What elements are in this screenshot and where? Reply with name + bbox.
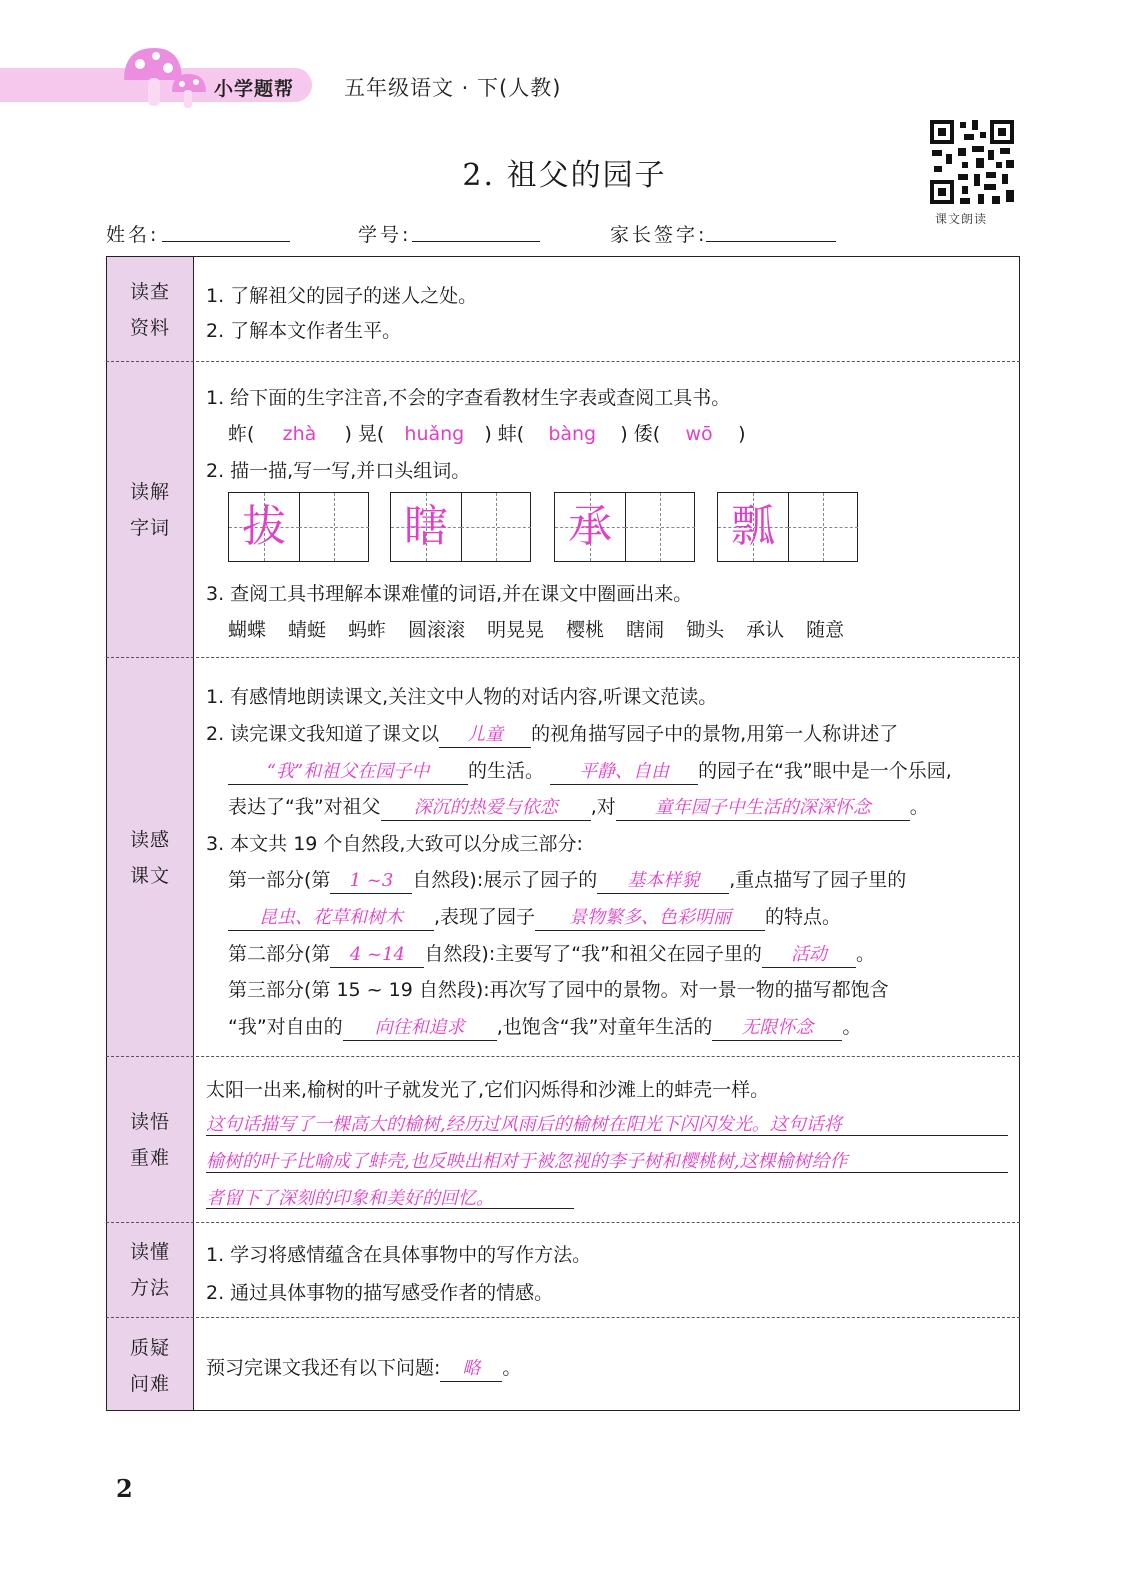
section-label-reading: 读感 课文 bbox=[129, 829, 170, 887]
answer-blank[interactable]: 基本样貌 bbox=[597, 869, 729, 894]
word-item: 锄头 bbox=[686, 619, 725, 641]
research-item: 2. 了解本文作者生平。 bbox=[206, 320, 402, 342]
word-item: 明晃晃 bbox=[487, 619, 545, 641]
lesson-title: 2. 祖父的园子 bbox=[462, 158, 667, 193]
qr-code-icon[interactable] bbox=[928, 118, 1016, 206]
word-item: 蝴蝶 bbox=[228, 619, 267, 641]
pinyin-instruction: 1. 给下面的生字注音,不会的字查看教材生字表或查阅工具书。 bbox=[206, 387, 731, 409]
row-divider bbox=[106, 1222, 1020, 1223]
trace-instruction: 2. 描一描,写一写,并口头组词。 bbox=[206, 460, 471, 482]
pinyin-answer[interactable]: wō bbox=[685, 423, 713, 445]
pinyin-answer[interactable]: huǎng bbox=[404, 423, 465, 445]
handwritten-answer[interactable]: 这句话描写了一棵高大的榆树,经历过风雨后的榆树在阳光下闪闪发光。这句话将 bbox=[206, 1114, 842, 1135]
reading-item: 昆虫、花草和树木 ,表现了园子 景物繁多、色彩明丽 的特点。 bbox=[228, 902, 841, 931]
row-divider bbox=[106, 1317, 1020, 1318]
parent-signature-field[interactable] bbox=[706, 241, 836, 242]
qr-caption: 课文朗读 bbox=[935, 212, 988, 226]
reading-item: 第一部分(第 1 ~3 自然段):展示了园子的 基本样貌 ,重点描写了园子里的 bbox=[228, 865, 906, 894]
writing-grid[interactable] bbox=[228, 492, 369, 562]
trace-char: 瓢 bbox=[731, 501, 775, 552]
trace-char: 承 bbox=[568, 501, 612, 552]
parent-signature-label: 家长签字: bbox=[610, 224, 708, 246]
reading-item: 表达了“我”对祖父 深沉的热爱与依恋 ,对 童年园子中生活的深深怀念 。 bbox=[228, 792, 929, 821]
name-field[interactable] bbox=[162, 241, 290, 242]
reading-item: 3. 本文共 19 个自然段,大致可以分成三部分: bbox=[206, 833, 583, 855]
answer-blank[interactable]: 景物繁多、色彩明丽 bbox=[535, 906, 765, 931]
answer-blank[interactable]: 儿童 bbox=[439, 723, 531, 748]
method-item: 1. 学习将感情蕴含在具体事物中的写作方法。 bbox=[206, 1244, 592, 1266]
word-item: 随意 bbox=[806, 619, 845, 641]
row-divider bbox=[106, 1056, 1020, 1057]
student-id-field[interactable] bbox=[412, 241, 540, 242]
words-instruction: 3. 查阅工具书理解本课难懂的词语,并在课文中圈画出来。 bbox=[206, 583, 693, 605]
key-sentence: 太阳一出来,榆树的叶子就发光了,它们闪烁得和沙滩上的蚌壳一样。 bbox=[206, 1079, 770, 1101]
row-divider bbox=[106, 657, 1020, 658]
writing-grid[interactable] bbox=[717, 492, 858, 562]
answer-blank[interactable]: 4 ~14 bbox=[330, 943, 424, 968]
trace-char: 拔 bbox=[242, 501, 286, 552]
pinyin-row: 蚱( zhà ) 晃( huǎng ) 蚌( bàng ) 倭( wō ) bbox=[228, 423, 746, 445]
method-item: 2. 通过具体事物的描写感受作者的情感。 bbox=[206, 1282, 554, 1304]
reading-item: 第三部分(第 15 ~ 19 自然段):再次写了园中的景物。对一景一物的描写都饱含 bbox=[228, 979, 889, 1001]
answer-line bbox=[206, 1208, 574, 1209]
answer-line bbox=[206, 1135, 1008, 1136]
handwritten-answer[interactable]: 榆树的叶子比喻成了蚌壳,也反映出相对于被忽视的李子树和樱桃树,这棵榆树给作 bbox=[206, 1151, 848, 1172]
reading-item: 1. 有感情地朗读课文,关注文中人物的对话内容,听课文范读。 bbox=[206, 686, 718, 708]
research-item: 1. 了解祖父的园子的迷人之处。 bbox=[206, 285, 478, 307]
book-title: 五年级语文 · 下(人教) bbox=[344, 76, 562, 100]
answer-blank[interactable]: 向往和追求 bbox=[343, 1016, 497, 1041]
answer-blank[interactable]: 昆虫、花草和树木 bbox=[228, 906, 434, 931]
answer-blank[interactable]: 童年园子中生活的深深怀念 bbox=[616, 796, 910, 821]
word-item: 圆滚滚 bbox=[408, 619, 466, 641]
name-label: 姓名: bbox=[106, 224, 160, 246]
reading-item: “我”对自由的 向往和追求 ,也饱含“我”对童年生活的 无限怀念 。 bbox=[228, 1012, 861, 1041]
student-id-label: 学号: bbox=[358, 224, 412, 246]
answer-blank[interactable]: 平静、自由 bbox=[550, 760, 698, 785]
section-label-questions: 质疑 问难 bbox=[129, 1337, 170, 1395]
trace-char: 瞎 bbox=[404, 501, 448, 552]
writing-grid[interactable] bbox=[390, 492, 531, 562]
word-item: 承认 bbox=[746, 619, 785, 641]
section-label-methods: 读懂 方法 bbox=[129, 1241, 170, 1299]
section-label-vocabulary: 读解 字词 bbox=[129, 481, 170, 539]
page-number: 2 bbox=[116, 1474, 133, 1503]
word-list bbox=[228, 615, 866, 642]
word-item: 瞎闹 bbox=[626, 619, 665, 641]
word-item: 蚂蚱 bbox=[348, 619, 387, 641]
answer-blank[interactable]: 略 bbox=[440, 1357, 502, 1382]
answer-blank[interactable]: 无限怀念 bbox=[712, 1016, 842, 1041]
answer-blank[interactable]: “我”和祖父在园子中 bbox=[228, 760, 468, 785]
word-item: 樱桃 bbox=[566, 619, 605, 641]
row-divider bbox=[106, 361, 1020, 362]
reading-item: 第二部分(第 4 ~14 自然段):主要写了“我”和祖父在园子里的 活动 。 bbox=[228, 939, 875, 968]
brand-label: 小学题帮 bbox=[214, 78, 295, 100]
answer-line bbox=[206, 1172, 1008, 1173]
questions-prompt: 预习完课文我还有以下问题: 略 。 bbox=[206, 1353, 521, 1382]
section-label-key-points: 读悟 重难 bbox=[129, 1111, 170, 1169]
pinyin-answer[interactable]: bàng bbox=[548, 423, 597, 445]
mushroom-icon bbox=[118, 42, 210, 114]
answer-blank[interactable]: 深沉的热爱与依恋 bbox=[381, 796, 591, 821]
writing-grid[interactable] bbox=[554, 492, 695, 562]
answer-blank[interactable]: 活动 bbox=[762, 943, 856, 968]
answer-blank[interactable]: 1 ~3 bbox=[330, 869, 412, 894]
handwritten-answer[interactable]: 者留下了深刻的印象和美好的回忆。 bbox=[206, 1188, 494, 1209]
reading-item: 2. 读完课文我知道了课文以 儿童 的视角描写园子中的景物,用第一人称讲述了 bbox=[206, 719, 898, 748]
section-label-research: 读查 资料 bbox=[129, 281, 170, 339]
word-item: 蜻蜓 bbox=[288, 619, 327, 641]
reading-item: “我”和祖父在园子中 的生活。 平静、自由 的园子在“我”眼中是一个乐园, bbox=[228, 756, 952, 785]
pinyin-answer[interactable]: zhà bbox=[282, 423, 317, 445]
